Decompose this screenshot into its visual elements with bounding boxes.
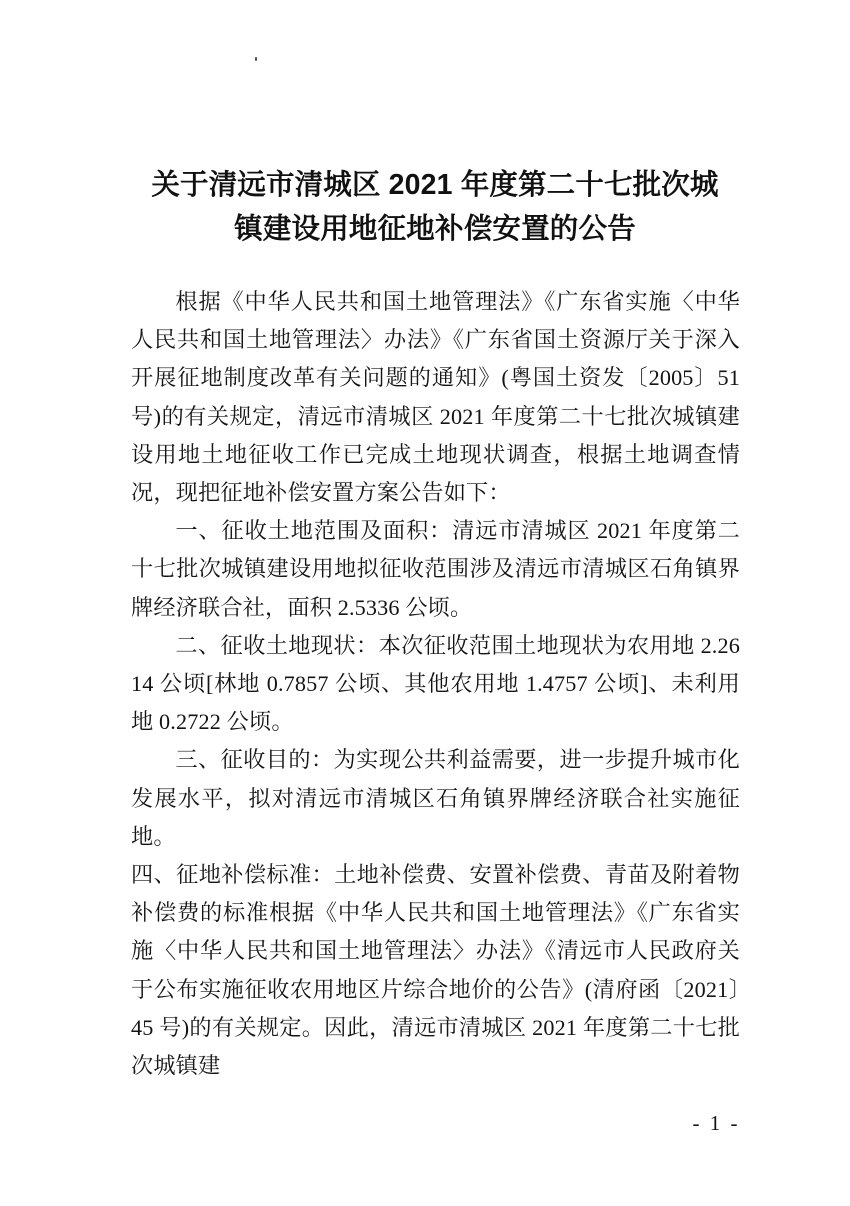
document-body: [131, 283, 740, 1085]
paragraph-item-2: 二、征收土地现状：本次征收范围土地现状为农用地 2.2614 公顷[林地 0.7857 公顷、其他农用地 1.4757 公顷]、未利用地 0.2722 公顷。: [131, 632, 740, 735]
page-title: [131, 163, 739, 251]
scan-artifact-speck: [255, 57, 257, 61]
page-title-line-1: 关于清远市清城区 2021 年度第二十七批次城: [151, 169, 719, 201]
paragraph-item-3: 三、征收目的：为实现公共利益需要，进一步提升城市化发展水平，拟对清远市清城区石角镇界牌经济联合社实施征地。: [131, 747, 740, 849]
paragraph-item-4: 四、征地补偿标准：土地补偿费、安置补偿费、青苗及附着物补偿费的标准根据《中华人民共和国土地管理法》《广东省实施〈中华人民共和国土地管理法〉办法》《清远市人民政府关于公布实施征收农用地区片综合地价的公告》(清府函〔2021〕45 号)的有关规定。因此，清远市清城区 2021 年度第二十七批次城镇建: [131, 862, 740, 1079]
page-number-marker: - 1 -: [692, 1111, 740, 1135]
paragraph-preamble: 根据《中华人民共和国土地管理法》《广东省实施〈中华人民共和国土地管理法〉办法》《广东省国土资源厅关于深入开展征地制度改革有关问题的通知》(粤国土资发〔2005〕51 号)的有关规定，清远市清城区 2021 年度第二十七批次城镇建设用地土地征收工作已完成土地现状调查，根据土地调查情况，现把征地补偿安置方案公告如下：: [131, 289, 740, 506]
page-title-line-2: 镇建设用地征地补偿安置的公告: [234, 213, 636, 245]
paragraph-item-1: 一、征收土地范围及面积：清远市清城区 2021 年度第二十七批次城镇建设用地拟征收范围涉及清远市清城区石角镇界牌经济联合社，面积 2.5336 公顷。: [131, 518, 740, 620]
